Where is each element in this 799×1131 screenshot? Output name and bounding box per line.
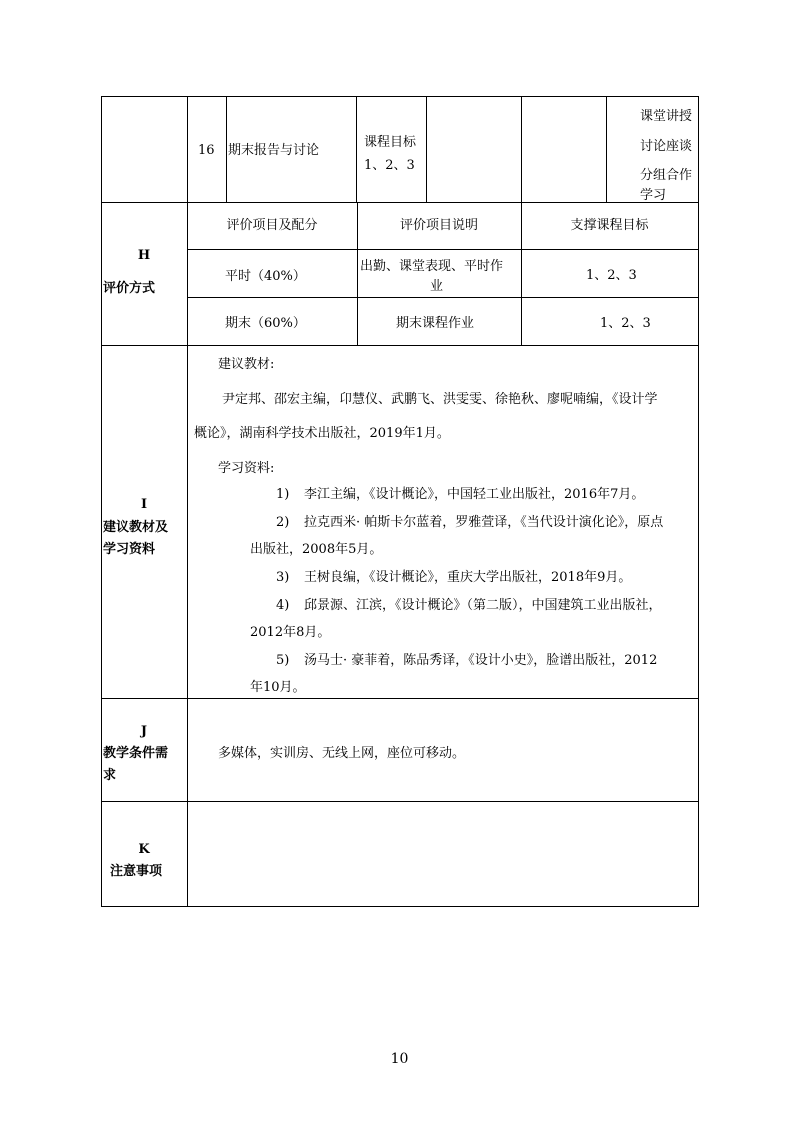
assessment-goals: 1、2、3 [600, 316, 651, 331]
section-i-title: 学习资料 [103, 542, 156, 557]
teaching-method: 课堂讲授 [640, 109, 693, 124]
section-j-title: 教学条件需 [103, 746, 169, 761]
reference-number: 1) [276, 487, 290, 502]
reference-entry: 年10月。 [250, 680, 306, 695]
cell-divider [226, 96, 227, 202]
row-divider [187, 297, 699, 298]
teaching-method: 讨论座谈 [640, 139, 693, 154]
section-j-letter: J [140, 724, 148, 739]
border-top [101, 96, 699, 97]
week-content: 期末报告与讨论 [228, 143, 320, 158]
header-description: 评价项目说明 [399, 218, 478, 233]
reference-entry: 拉克西米· 帕斯卡尔蓝着，罗雅萱译，《当代设计演化论》，原点 [304, 515, 664, 530]
course-goal-label: 课程目标 [364, 135, 417, 150]
course-goal-numbers: 1、2、3 [364, 158, 415, 173]
reference-entry: 2012年8月。 [250, 625, 331, 640]
textbook-heading: 建议教材: [218, 357, 275, 372]
teaching-method: 分组合作 [640, 168, 693, 183]
section-k-letter: K [138, 842, 150, 857]
reference-number: 3) [276, 570, 290, 585]
section-k-title: 注意事项 [110, 864, 163, 879]
reference-number: 2) [276, 515, 290, 530]
cell-divider [606, 96, 607, 202]
materials-heading: 学习资料: [218, 461, 275, 476]
textbook-entry: 概论》，湖南科学技术出版社，2019年1月。 [194, 426, 450, 441]
reference-entry: 出版社，2008年5月。 [250, 542, 383, 557]
textbook-entry: 尹定邦、邵宏主编，卬慧仪、武鹏飞、洪雯雯、徐艳秋、廖呢喃编，《设计学 [222, 392, 658, 407]
section-h-title: 评价方式 [103, 281, 156, 296]
cell-divider [426, 96, 427, 202]
section-h-letter: H [137, 248, 151, 263]
row-divider [101, 698, 699, 699]
border-bottom [101, 906, 699, 907]
row-divider [101, 801, 699, 802]
cell-divider [521, 96, 522, 202]
header-item: 评价项目及配分 [226, 218, 318, 233]
section-i-letter: I [140, 497, 148, 512]
page-number: 10 [390, 1051, 409, 1067]
teaching-conditions: 多媒体，实训房、无线上网，座位可移动。 [218, 746, 466, 761]
reference-entry: 李江主编，《设计概论》，中国轻工业出版社，2016年7月。 [304, 487, 645, 502]
reference-number: 5) [276, 653, 290, 668]
border-right [698, 96, 699, 907]
section-j-title: 求 [103, 768, 117, 783]
section-i-title: 建议教材及 [103, 520, 169, 535]
row-divider [187, 249, 699, 250]
reference-entry: 邱景源、江滨，《设计概论》（第二版），中国建筑工业出版社， [304, 598, 662, 613]
cell-divider [356, 96, 357, 202]
assessment-goals: 1、2、3 [586, 268, 637, 283]
reference-entry: 汤马士· 豪菲着，陈品秀译，《设计小史》，脸谱出版社，2012 [304, 653, 658, 668]
reference-number: 4) [276, 598, 290, 613]
reference-entry: 王树良编，《设计概论》，重庆大学出版社，2018年9月。 [304, 570, 632, 585]
assessment-description: 期末课程作业 [396, 316, 475, 331]
assessment-description: 业 [430, 279, 444, 294]
header-goals: 支撑课程目标 [570, 218, 649, 233]
assessment-item: 平时（40%） [225, 269, 306, 284]
row-divider [101, 345, 699, 346]
teaching-method: 学习 [640, 188, 667, 203]
row-divider [101, 202, 699, 203]
week-number: 16 [198, 143, 215, 158]
assessment-item: 期末（60%） [225, 316, 306, 331]
assessment-description: 出勤、课堂表现、平时作 [360, 259, 504, 274]
